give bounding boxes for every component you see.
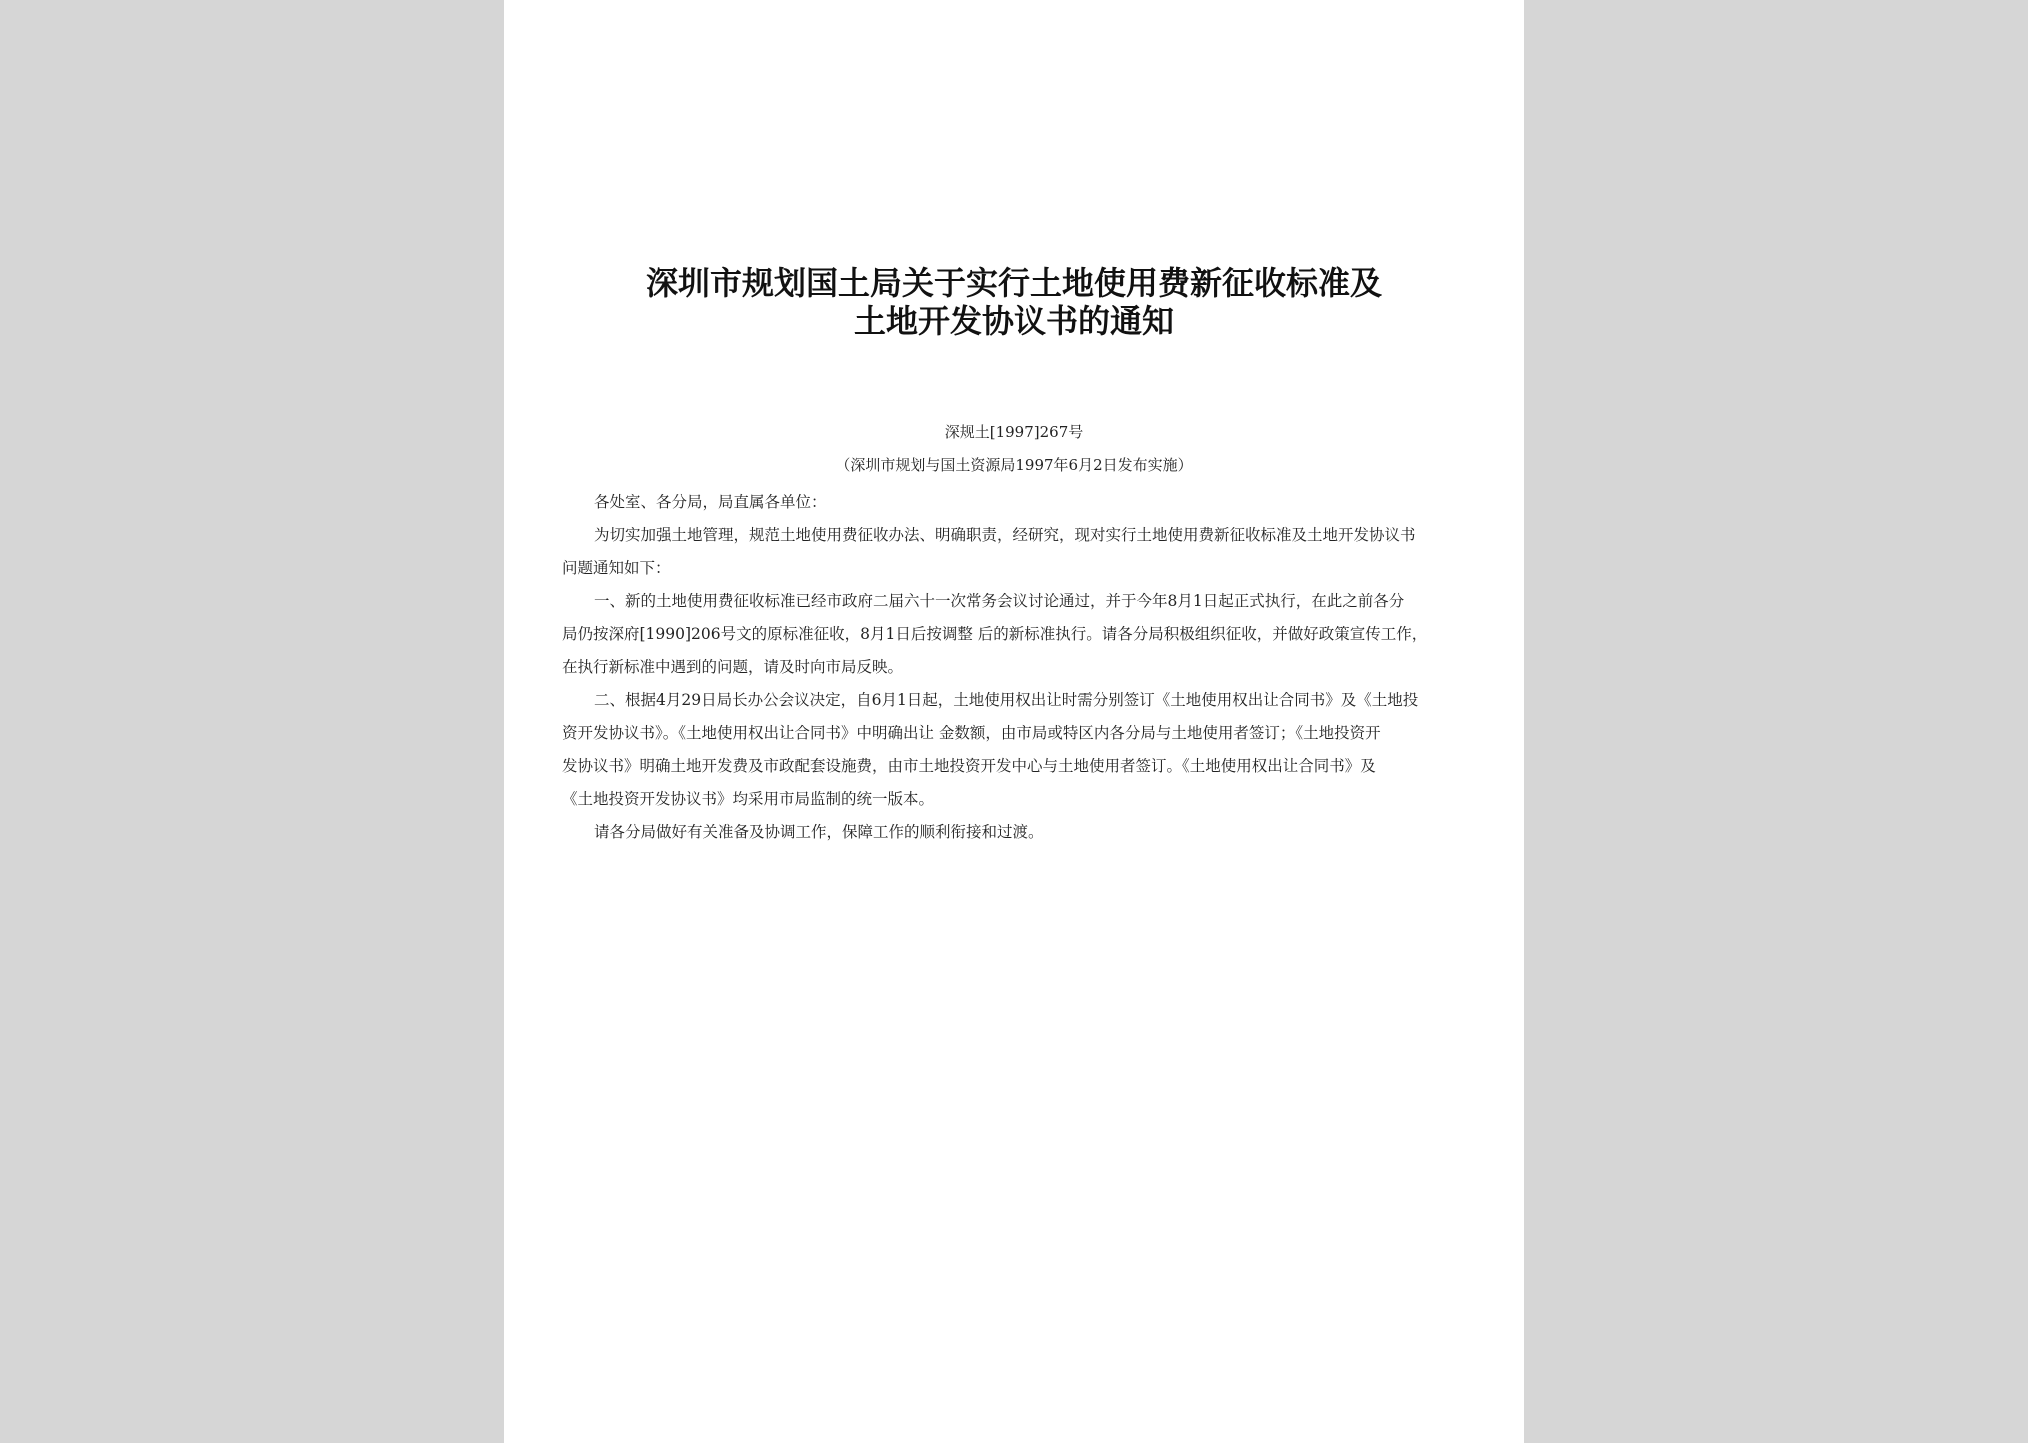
salutation: 各处室、各分局，局直属各单位： xyxy=(594,493,827,511)
document-page xyxy=(504,0,1524,1443)
body-line: 发协议书》明确土地开发费及市政配套设施费，由市土地投资开发中心与土地使用者签订。《土地使用权出让合同书》及 xyxy=(562,757,1376,775)
body-line: 问题通知如下： xyxy=(562,559,671,577)
document-number: 深规土[1997]267号 xyxy=(944,423,1084,441)
document-body xyxy=(562,486,1472,849)
issuer-line: （深圳市规划与国土资源局1997年6月2日发布实施） xyxy=(835,456,1193,474)
document-title xyxy=(504,264,1524,340)
body-line: 《土地投资开发协议书》均采用市局监制的统一版本。 xyxy=(562,790,935,808)
body-line: 为切实加强土地管理，规范土地使用费征收办法、明确职责，经研究，现对实行土地使用费新征收标准及土地开发协议书 xyxy=(594,526,1416,544)
body-line: 在执行新标准中遇到的问题，请及时向市局反映。 xyxy=(562,658,904,676)
body-line: 一、新的土地使用费征收标准已经市政府二届六十一次常务会议讨论通过，并于今年8月1日起正式执行，在此之前各分 xyxy=(594,592,1405,610)
body-line: 资开发协议书》。《土地使用权出让合同书》中明确出让 金数额，由市局或特区内各分局与土地使用者签订；《土地投资开 xyxy=(562,724,1381,742)
body-line: 局仍按深府[1990]206号文的原标准征收，8月1日后按调整 后的新标准执行。请各分局积极组织征收，并做好政策宣传工作， xyxy=(562,625,1428,643)
closing-line: 请各分局做好有关准备及协调工作，保障工作的顺利衔接和过渡。 xyxy=(594,823,1044,841)
title-line-1: 深圳市规划国土局关于实行土地使用费新征收标准及 xyxy=(645,264,1382,302)
title-line-2: 土地开发协议书的通知 xyxy=(853,302,1174,340)
body-line: 二、根据4月29日局长办公会议决定，自6月1日起，土地使用权出让时需分别签订《土地使用权出让合同书》及《土地投 xyxy=(594,691,1419,709)
